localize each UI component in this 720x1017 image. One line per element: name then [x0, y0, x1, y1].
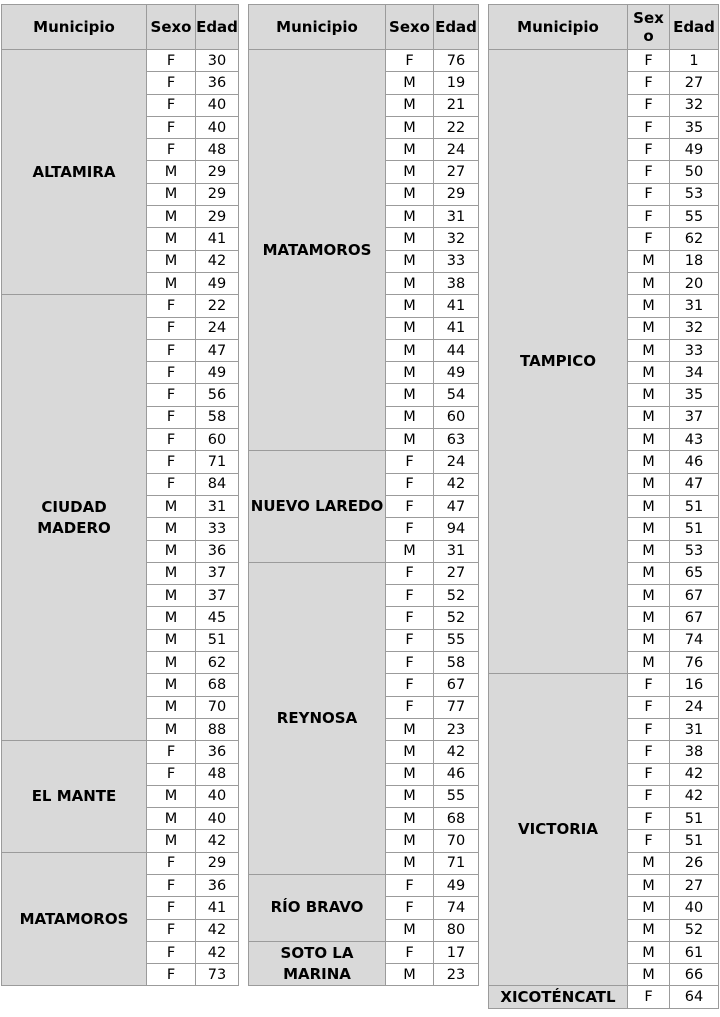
edad-cell: 24 — [434, 451, 479, 473]
sexo-cell: M — [147, 607, 196, 629]
sexo-cell: F — [147, 964, 196, 986]
municipio-cell: CIUDAD MADERO — [2, 295, 147, 741]
sexo-cell: F — [628, 741, 670, 763]
sexo-cell: F — [628, 50, 670, 72]
edad-cell: 52 — [434, 585, 479, 607]
table-right — [488, 4, 719, 1009]
edad-cell: 37 — [670, 406, 719, 428]
edad-cell: 32 — [434, 228, 479, 250]
edad-cell: 38 — [670, 741, 719, 763]
sexo-cell: F — [628, 674, 670, 696]
sexo-cell: F — [147, 339, 196, 361]
edad-cell: 55 — [434, 629, 479, 651]
table-row — [489, 674, 719, 696]
sexo-cell: M — [386, 741, 434, 763]
edad-cell: 37 — [196, 562, 239, 584]
edad-cell: 1 — [670, 50, 719, 72]
sexo-cell: M — [628, 339, 670, 361]
sexo-cell: M — [628, 272, 670, 294]
table-row — [489, 50, 719, 72]
edad-cell: 61 — [670, 941, 719, 963]
table-row — [489, 986, 719, 1008]
sexo-cell: M — [147, 718, 196, 740]
edad-cell: 31 — [196, 495, 239, 517]
sexo-cell: M — [386, 183, 434, 205]
sexo-cell: F — [628, 72, 670, 94]
sexo-cell: M — [147, 250, 196, 272]
edad-cell: 35 — [670, 116, 719, 138]
edad-cell: 49 — [196, 362, 239, 384]
edad-cell: 53 — [670, 183, 719, 205]
edad-cell: 45 — [196, 607, 239, 629]
edad-cell: 26 — [670, 852, 719, 874]
sexo-cell: F — [628, 206, 670, 228]
edad-cell: 22 — [196, 295, 239, 317]
sexo-cell: M — [147, 206, 196, 228]
sexo-cell: M — [147, 674, 196, 696]
sexo-cell: M — [628, 629, 670, 651]
edad-cell: 33 — [434, 250, 479, 272]
edad-cell: 23 — [434, 964, 479, 986]
edad-cell: 58 — [196, 406, 239, 428]
sexo-cell: F — [386, 495, 434, 517]
sexo-cell: M — [147, 785, 196, 807]
edad-cell: 40 — [196, 808, 239, 830]
sexo-cell: M — [628, 562, 670, 584]
edad-cell: 40 — [196, 785, 239, 807]
header-sexo: Sex o — [628, 5, 670, 50]
sexo-cell: M — [386, 964, 434, 986]
sexo-cell: M — [386, 206, 434, 228]
sexo-cell: M — [628, 540, 670, 562]
sexo-cell: M — [386, 94, 434, 116]
edad-cell: 73 — [196, 964, 239, 986]
header-row — [249, 5, 479, 50]
edad-cell: 31 — [670, 295, 719, 317]
sexo-cell: F — [628, 808, 670, 830]
edad-cell: 47 — [670, 473, 719, 495]
edad-cell: 49 — [670, 139, 719, 161]
table-left — [1, 4, 239, 986]
edad-cell: 42 — [434, 473, 479, 495]
sexo-cell: F — [628, 94, 670, 116]
edad-cell: 43 — [670, 429, 719, 451]
edad-cell: 52 — [434, 607, 479, 629]
edad-cell: 31 — [670, 718, 719, 740]
sexo-cell: M — [386, 830, 434, 852]
sexo-cell: F — [386, 652, 434, 674]
sexo-cell: M — [147, 161, 196, 183]
sexo-cell: F — [147, 139, 196, 161]
sexo-cell: M — [628, 406, 670, 428]
edad-cell: 54 — [434, 384, 479, 406]
sexo-cell: M — [386, 72, 434, 94]
edad-cell: 67 — [670, 585, 719, 607]
sexo-cell: F — [147, 116, 196, 138]
sexo-cell: M — [628, 250, 670, 272]
sexo-cell: F — [147, 919, 196, 941]
sexo-cell: F — [147, 362, 196, 384]
sexo-cell: M — [147, 830, 196, 852]
sexo-cell: M — [147, 585, 196, 607]
municipio-cell: MATAMOROS — [249, 50, 386, 451]
edad-cell: 80 — [434, 919, 479, 941]
table-row — [249, 50, 479, 72]
sexo-cell: F — [386, 629, 434, 651]
edad-cell: 32 — [670, 317, 719, 339]
edad-cell: 29 — [434, 183, 479, 205]
sexo-cell: F — [386, 874, 434, 896]
edad-cell: 27 — [670, 874, 719, 896]
edad-cell: 56 — [196, 384, 239, 406]
edad-cell: 70 — [434, 830, 479, 852]
sexo-cell: F — [628, 696, 670, 718]
sexo-cell: M — [628, 585, 670, 607]
sexo-cell: F — [147, 317, 196, 339]
edad-cell: 70 — [196, 696, 239, 718]
edad-cell: 27 — [670, 72, 719, 94]
table-body — [249, 5, 479, 986]
edad-cell: 41 — [434, 295, 479, 317]
edad-cell: 42 — [670, 785, 719, 807]
edad-cell: 24 — [196, 317, 239, 339]
header-row — [489, 5, 719, 50]
sexo-cell: F — [628, 139, 670, 161]
sexo-cell: M — [628, 317, 670, 339]
municipio-cell: REYNOSA — [249, 562, 386, 874]
sexo-cell: M — [147, 228, 196, 250]
edad-cell: 40 — [196, 94, 239, 116]
sexo-cell: M — [386, 429, 434, 451]
edad-cell: 48 — [196, 139, 239, 161]
sexo-cell: F — [147, 406, 196, 428]
sexo-cell: F — [386, 451, 434, 473]
edad-cell: 16 — [670, 674, 719, 696]
edad-cell: 84 — [196, 473, 239, 495]
edad-cell: 51 — [670, 518, 719, 540]
sexo-cell: F — [386, 50, 434, 72]
sexo-cell: F — [147, 852, 196, 874]
sexo-cell: M — [147, 629, 196, 651]
sexo-cell: F — [628, 116, 670, 138]
edad-cell: 42 — [196, 250, 239, 272]
edad-cell: 67 — [670, 607, 719, 629]
edad-cell: 46 — [670, 451, 719, 473]
edad-cell: 20 — [670, 272, 719, 294]
edad-cell: 33 — [196, 518, 239, 540]
sexo-cell: F — [386, 674, 434, 696]
sexo-cell: M — [147, 808, 196, 830]
header-edad: Edad — [434, 5, 479, 50]
edad-cell: 49 — [434, 874, 479, 896]
municipio-cell: MATAMOROS — [2, 852, 147, 986]
edad-cell: 94 — [434, 518, 479, 540]
sexo-cell: M — [386, 317, 434, 339]
edad-cell: 34 — [670, 362, 719, 384]
edad-cell: 31 — [434, 540, 479, 562]
edad-cell: 44 — [434, 339, 479, 361]
edad-cell: 18 — [670, 250, 719, 272]
sexo-cell: M — [386, 808, 434, 830]
edad-cell: 47 — [196, 339, 239, 361]
edad-cell: 50 — [670, 161, 719, 183]
edad-cell: 42 — [196, 919, 239, 941]
sexo-cell: F — [386, 562, 434, 584]
edad-cell: 31 — [434, 206, 479, 228]
sexo-cell: F — [147, 72, 196, 94]
edad-cell: 41 — [196, 897, 239, 919]
sexo-cell: M — [386, 919, 434, 941]
sexo-cell: M — [386, 339, 434, 361]
header-municipio: Municipio — [2, 5, 147, 50]
edad-cell: 27 — [434, 562, 479, 584]
table-row — [2, 295, 239, 317]
edad-cell: 67 — [434, 674, 479, 696]
edad-cell: 66 — [670, 964, 719, 986]
edad-cell: 51 — [670, 830, 719, 852]
edad-cell: 23 — [434, 718, 479, 740]
sexo-cell: M — [628, 897, 670, 919]
edad-cell: 77 — [434, 696, 479, 718]
municipio-cell: SOTO LA MARINA — [249, 941, 386, 986]
edad-cell: 38 — [434, 272, 479, 294]
table-row — [249, 562, 479, 584]
header-municipio: Municipio — [249, 5, 386, 50]
sexo-cell: M — [628, 295, 670, 317]
edad-cell: 29 — [196, 183, 239, 205]
sexo-cell: M — [628, 362, 670, 384]
sexo-cell: M — [628, 451, 670, 473]
edad-cell: 49 — [434, 362, 479, 384]
edad-cell: 71 — [434, 852, 479, 874]
sexo-cell: M — [628, 941, 670, 963]
header-sexo: Sexo — [386, 5, 434, 50]
table-row — [2, 852, 239, 874]
sexo-cell: M — [628, 429, 670, 451]
sexo-cell: F — [147, 429, 196, 451]
sexo-cell: M — [628, 652, 670, 674]
edad-cell: 42 — [434, 741, 479, 763]
edad-cell: 42 — [196, 941, 239, 963]
sexo-cell: M — [386, 763, 434, 785]
sexo-cell: M — [386, 116, 434, 138]
edad-cell: 40 — [196, 116, 239, 138]
sexo-cell: F — [386, 585, 434, 607]
sexo-cell: M — [147, 183, 196, 205]
edad-cell: 76 — [434, 50, 479, 72]
sexo-cell: F — [147, 295, 196, 317]
sexo-cell: M — [386, 272, 434, 294]
sexo-cell: M — [386, 852, 434, 874]
edad-cell: 65 — [670, 562, 719, 584]
sexo-cell: F — [147, 451, 196, 473]
edad-cell: 24 — [670, 696, 719, 718]
sexo-cell: F — [147, 741, 196, 763]
edad-cell: 33 — [670, 339, 719, 361]
table-middle — [248, 4, 479, 986]
edad-cell: 24 — [434, 139, 479, 161]
edad-cell: 76 — [670, 652, 719, 674]
sexo-cell: M — [386, 785, 434, 807]
edad-cell: 63 — [434, 429, 479, 451]
edad-cell: 36 — [196, 540, 239, 562]
municipio-cell: NUEVO LAREDO — [249, 451, 386, 562]
municipio-cell: RÍO BRAVO — [249, 874, 386, 941]
edad-cell: 17 — [434, 941, 479, 963]
sexo-cell: F — [628, 183, 670, 205]
edad-cell: 74 — [434, 897, 479, 919]
sexo-cell: M — [386, 139, 434, 161]
sexo-cell: F — [147, 941, 196, 963]
edad-cell: 46 — [434, 763, 479, 785]
edad-cell: 47 — [434, 495, 479, 517]
edad-cell: 48 — [196, 763, 239, 785]
sexo-cell: M — [386, 295, 434, 317]
sexo-cell: M — [628, 518, 670, 540]
edad-cell: 51 — [196, 629, 239, 651]
edad-cell: 71 — [196, 451, 239, 473]
table-body — [489, 5, 719, 1009]
sexo-cell: M — [386, 362, 434, 384]
edad-cell: 68 — [196, 674, 239, 696]
sexo-cell: M — [147, 696, 196, 718]
edad-cell: 88 — [196, 718, 239, 740]
edad-cell: 21 — [434, 94, 479, 116]
sexo-cell: F — [628, 161, 670, 183]
edad-cell: 32 — [670, 94, 719, 116]
edad-cell: 27 — [434, 161, 479, 183]
municipio-cell: VICTORIA — [489, 674, 628, 986]
sexo-cell: F — [147, 874, 196, 896]
sexo-cell: M — [628, 852, 670, 874]
sexo-cell: M — [628, 607, 670, 629]
sexo-cell: M — [147, 540, 196, 562]
sexo-cell: M — [628, 473, 670, 495]
table-row — [249, 451, 479, 473]
sexo-cell: F — [147, 50, 196, 72]
header-municipio: Municipio — [489, 5, 628, 50]
edad-cell: 36 — [196, 741, 239, 763]
edad-cell: 36 — [196, 72, 239, 94]
sexo-cell: F — [628, 830, 670, 852]
sexo-cell: M — [628, 384, 670, 406]
sexo-cell: M — [628, 495, 670, 517]
edad-cell: 62 — [196, 652, 239, 674]
edad-cell: 22 — [434, 116, 479, 138]
edad-cell: 62 — [670, 228, 719, 250]
sexo-cell: F — [147, 763, 196, 785]
sexo-cell: F — [628, 785, 670, 807]
edad-cell: 51 — [670, 808, 719, 830]
sexo-cell: M — [628, 874, 670, 896]
edad-cell: 68 — [434, 808, 479, 830]
sexo-cell: F — [628, 763, 670, 785]
header-sexo: Sexo — [147, 5, 196, 50]
edad-cell: 40 — [670, 897, 719, 919]
sexo-cell: M — [147, 652, 196, 674]
edad-cell: 42 — [196, 830, 239, 852]
edad-cell: 55 — [434, 785, 479, 807]
edad-cell: 41 — [196, 228, 239, 250]
municipio-cell: ALTAMIRA — [2, 50, 147, 295]
sexo-cell: F — [147, 384, 196, 406]
sexo-cell: M — [147, 518, 196, 540]
sexo-cell: M — [386, 384, 434, 406]
sexo-cell: F — [147, 897, 196, 919]
edad-cell: 49 — [196, 272, 239, 294]
edad-cell: 41 — [434, 317, 479, 339]
edad-cell: 64 — [670, 986, 719, 1008]
edad-cell: 52 — [670, 919, 719, 941]
sexo-cell: M — [386, 540, 434, 562]
sexo-cell: F — [386, 941, 434, 963]
sexo-cell: F — [386, 897, 434, 919]
municipio-cell: TAMPICO — [489, 50, 628, 674]
edad-cell: 35 — [670, 384, 719, 406]
sexo-cell: F — [628, 986, 670, 1008]
header-row — [2, 5, 239, 50]
edad-cell: 53 — [670, 540, 719, 562]
edad-cell: 29 — [196, 161, 239, 183]
sexo-cell: F — [386, 607, 434, 629]
table-body — [2, 5, 239, 986]
sexo-cell: M — [628, 919, 670, 941]
sexo-cell: F — [386, 518, 434, 540]
municipio-cell: EL MANTE — [2, 741, 147, 852]
edad-cell: 60 — [196, 429, 239, 451]
table-row — [249, 874, 479, 896]
edad-cell: 55 — [670, 206, 719, 228]
sexo-cell: F — [147, 473, 196, 495]
sexo-cell: M — [147, 272, 196, 294]
municipio-cell: XICOTÉNCATL — [489, 986, 628, 1008]
sexo-cell: M — [628, 964, 670, 986]
edad-cell: 19 — [434, 72, 479, 94]
edad-cell: 74 — [670, 629, 719, 651]
edad-cell: 37 — [196, 585, 239, 607]
sexo-cell: M — [386, 228, 434, 250]
edad-cell: 60 — [434, 406, 479, 428]
sexo-cell: M — [386, 406, 434, 428]
edad-cell: 51 — [670, 495, 719, 517]
header-edad: Edad — [670, 5, 719, 50]
edad-cell: 29 — [196, 206, 239, 228]
sexo-cell: F — [147, 94, 196, 116]
edad-cell: 42 — [670, 763, 719, 785]
edad-cell: 36 — [196, 874, 239, 896]
sexo-cell: F — [628, 718, 670, 740]
edad-cell: 58 — [434, 652, 479, 674]
header-edad: Edad — [196, 5, 239, 50]
edad-cell: 29 — [196, 852, 239, 874]
sexo-cell: M — [386, 250, 434, 272]
edad-cell: 30 — [196, 50, 239, 72]
table-row — [2, 50, 239, 72]
sexo-cell: F — [628, 228, 670, 250]
table-row — [249, 941, 479, 963]
sexo-cell: M — [147, 562, 196, 584]
table-row — [2, 741, 239, 763]
sexo-cell: M — [147, 495, 196, 517]
sexo-cell: F — [386, 473, 434, 495]
sexo-cell: F — [386, 696, 434, 718]
sexo-cell: M — [386, 718, 434, 740]
sexo-cell: M — [386, 161, 434, 183]
